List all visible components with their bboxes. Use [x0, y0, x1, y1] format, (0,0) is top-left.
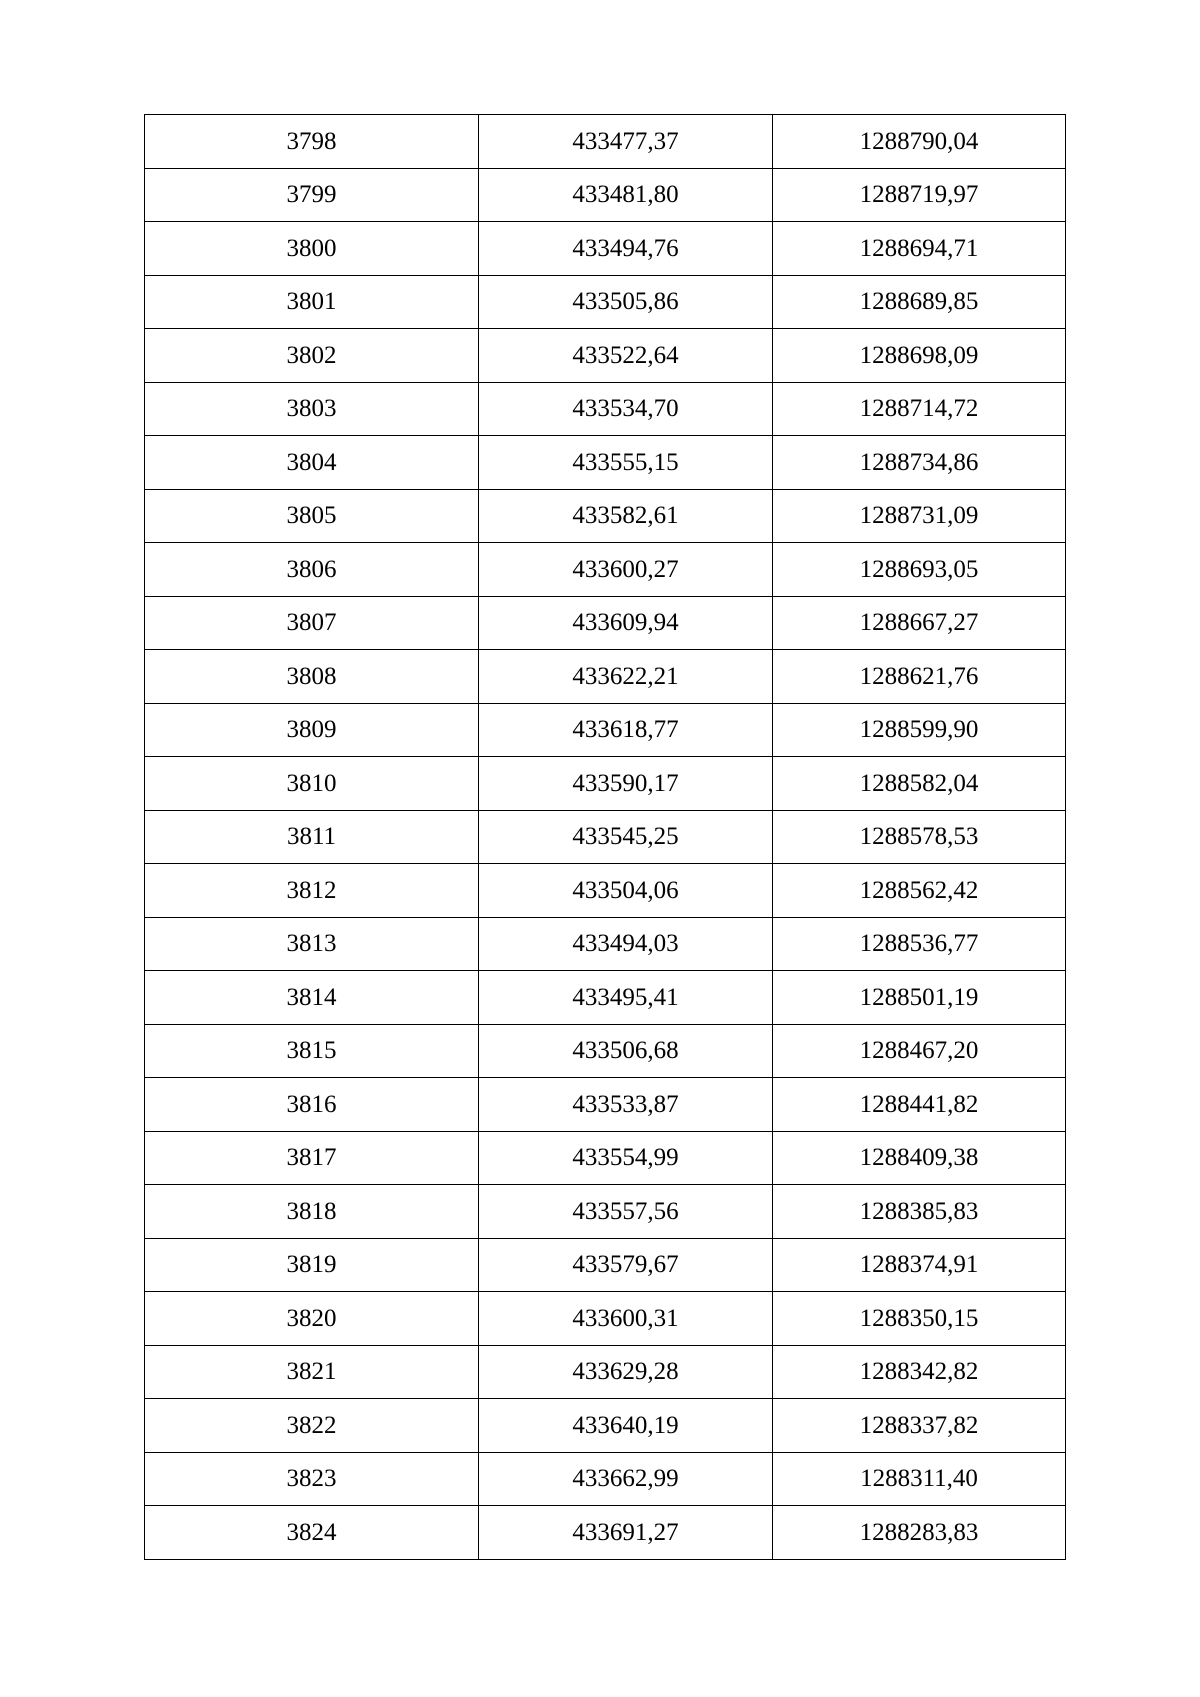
y-coordinate-cell: 1288714,72	[773, 382, 1066, 436]
x-coordinate-cell: 433481,80	[479, 168, 773, 222]
point-number-cell: 3806	[145, 543, 479, 597]
table-row	[145, 596, 1066, 650]
table-row	[145, 1292, 1066, 1346]
y-coordinate-cell: 1288385,83	[773, 1185, 1066, 1239]
x-coordinate-cell: 433590,17	[479, 757, 773, 811]
x-coordinate-cell: 433557,56	[479, 1185, 773, 1239]
point-number-cell: 3818	[145, 1185, 479, 1239]
y-coordinate-cell: 1288719,97	[773, 168, 1066, 222]
x-coordinate-cell: 433579,67	[479, 1238, 773, 1292]
table-row	[145, 275, 1066, 329]
y-coordinate-cell: 1288342,82	[773, 1345, 1066, 1399]
y-coordinate-cell: 1288667,27	[773, 596, 1066, 650]
point-number-cell: 3809	[145, 703, 479, 757]
x-coordinate-cell: 433495,41	[479, 971, 773, 1025]
table-row	[145, 1078, 1066, 1132]
x-coordinate-cell: 433600,31	[479, 1292, 773, 1346]
y-coordinate-cell: 1288693,05	[773, 543, 1066, 597]
y-coordinate-cell: 1288790,04	[773, 115, 1066, 169]
point-number-cell: 3821	[145, 1345, 479, 1399]
x-coordinate-cell: 433600,27	[479, 543, 773, 597]
x-coordinate-cell: 433622,21	[479, 650, 773, 704]
table-row	[145, 1345, 1066, 1399]
y-coordinate-cell: 1288467,20	[773, 1024, 1066, 1078]
point-number-cell: 3824	[145, 1506, 479, 1560]
point-number-cell: 3820	[145, 1292, 479, 1346]
y-coordinate-cell: 1288350,15	[773, 1292, 1066, 1346]
point-number-cell: 3812	[145, 864, 479, 918]
table-row	[145, 1452, 1066, 1506]
point-number-cell: 3813	[145, 917, 479, 971]
y-coordinate-cell: 1288694,71	[773, 222, 1066, 276]
x-coordinate-cell: 433640,19	[479, 1399, 773, 1453]
point-number-cell: 3816	[145, 1078, 479, 1132]
coordinates-table	[144, 114, 1066, 1560]
table-row	[145, 1185, 1066, 1239]
table-row	[145, 1506, 1066, 1560]
point-number-cell: 3804	[145, 436, 479, 490]
x-coordinate-cell: 433554,99	[479, 1131, 773, 1185]
table-row	[145, 222, 1066, 276]
table-row	[145, 436, 1066, 490]
table-row	[145, 917, 1066, 971]
table-row	[145, 489, 1066, 543]
x-coordinate-cell: 433555,15	[479, 436, 773, 490]
table-row	[145, 650, 1066, 704]
table-row	[145, 1131, 1066, 1185]
x-coordinate-cell: 433662,99	[479, 1452, 773, 1506]
table-row	[145, 543, 1066, 597]
point-number-cell: 3807	[145, 596, 479, 650]
y-coordinate-cell: 1288731,09	[773, 489, 1066, 543]
x-coordinate-cell: 433505,86	[479, 275, 773, 329]
point-number-cell: 3810	[145, 757, 479, 811]
point-number-cell: 3814	[145, 971, 479, 1025]
table-row	[145, 810, 1066, 864]
y-coordinate-cell: 1288374,91	[773, 1238, 1066, 1292]
coordinates-table-body	[145, 115, 1066, 1560]
x-coordinate-cell: 433618,77	[479, 703, 773, 757]
table-row	[145, 1399, 1066, 1453]
table-row	[145, 1024, 1066, 1078]
y-coordinate-cell: 1288311,40	[773, 1452, 1066, 1506]
point-number-cell: 3808	[145, 650, 479, 704]
y-coordinate-cell: 1288689,85	[773, 275, 1066, 329]
point-number-cell: 3819	[145, 1238, 479, 1292]
table-row	[145, 1238, 1066, 1292]
point-number-cell: 3802	[145, 329, 479, 383]
point-number-cell: 3815	[145, 1024, 479, 1078]
table-row	[145, 971, 1066, 1025]
point-number-cell: 3805	[145, 489, 479, 543]
table-row	[145, 703, 1066, 757]
point-number-cell: 3811	[145, 810, 479, 864]
x-coordinate-cell: 433494,03	[479, 917, 773, 971]
y-coordinate-cell: 1288501,19	[773, 971, 1066, 1025]
point-number-cell: 3798	[145, 115, 479, 169]
y-coordinate-cell: 1288536,77	[773, 917, 1066, 971]
x-coordinate-cell: 433477,37	[479, 115, 773, 169]
y-coordinate-cell: 1288734,86	[773, 436, 1066, 490]
table-row	[145, 168, 1066, 222]
point-number-cell: 3822	[145, 1399, 479, 1453]
table-row	[145, 382, 1066, 436]
x-coordinate-cell: 433533,87	[479, 1078, 773, 1132]
y-coordinate-cell: 1288441,82	[773, 1078, 1066, 1132]
point-number-cell: 3817	[145, 1131, 479, 1185]
x-coordinate-cell: 433506,68	[479, 1024, 773, 1078]
x-coordinate-cell: 433691,27	[479, 1506, 773, 1560]
table-row	[145, 864, 1066, 918]
y-coordinate-cell: 1288409,38	[773, 1131, 1066, 1185]
y-coordinate-cell: 1288698,09	[773, 329, 1066, 383]
y-coordinate-cell: 1288582,04	[773, 757, 1066, 811]
x-coordinate-cell: 433609,94	[479, 596, 773, 650]
x-coordinate-cell: 433582,61	[479, 489, 773, 543]
point-number-cell: 3803	[145, 382, 479, 436]
x-coordinate-cell: 433522,64	[479, 329, 773, 383]
x-coordinate-cell: 433504,06	[479, 864, 773, 918]
y-coordinate-cell: 1288578,53	[773, 810, 1066, 864]
x-coordinate-cell: 433494,76	[479, 222, 773, 276]
point-number-cell: 3799	[145, 168, 479, 222]
table-row	[145, 757, 1066, 811]
table-row	[145, 115, 1066, 169]
point-number-cell: 3800	[145, 222, 479, 276]
y-coordinate-cell: 1288562,42	[773, 864, 1066, 918]
y-coordinate-cell: 1288283,83	[773, 1506, 1066, 1560]
y-coordinate-cell: 1288599,90	[773, 703, 1066, 757]
table-row	[145, 329, 1066, 383]
y-coordinate-cell: 1288337,82	[773, 1399, 1066, 1453]
y-coordinate-cell: 1288621,76	[773, 650, 1066, 704]
x-coordinate-cell: 433545,25	[479, 810, 773, 864]
x-coordinate-cell: 433534,70	[479, 382, 773, 436]
point-number-cell: 3823	[145, 1452, 479, 1506]
x-coordinate-cell: 433629,28	[479, 1345, 773, 1399]
point-number-cell: 3801	[145, 275, 479, 329]
